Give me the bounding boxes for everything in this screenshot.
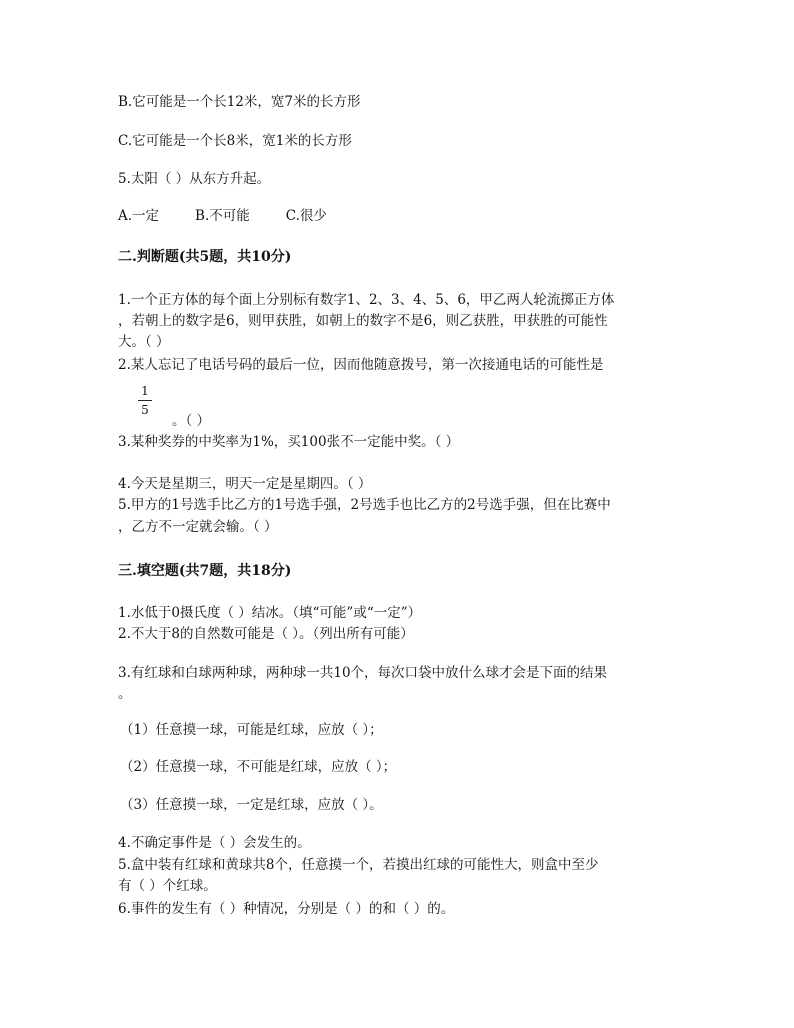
- fraction-numerator: 1: [141, 384, 149, 398]
- fill-q5-line1: 5.盒中装有红球和黄球共8个，任意摸一个，若摸出红球的可能性大，则盒中至少: [118, 857, 599, 873]
- judgment-q2-text: 2.某人忘记了电话号码的最后一位，因而他随意拨号，第一次接通电话的可能性是: [118, 357, 604, 373]
- fill-q5-line2: 有（ ）个红球。: [118, 878, 217, 894]
- judgment-q1-line2: ，若朝上的数字是6，则甲获胜，如朝上的数字不是6，则乙获胜，甲获胜的可能性: [118, 313, 608, 329]
- judgment-q2-tail: 。（ ）: [172, 413, 211, 429]
- fill-q3-item3: （3）任意摸一球，一定是红球，应放（ ）。: [120, 797, 383, 813]
- fraction-bar: [138, 400, 152, 401]
- q5-option-c: C.很少: [285, 208, 327, 224]
- fill-q2: 2.不大于8的自然数可能是（ ）。（列出所有可能）: [118, 626, 414, 642]
- judgment-q1-line1: 1.一个正方体的每个面上分别标有数字1、2、3、4、5、6，甲乙两人轮流掷正方体: [118, 292, 615, 308]
- fraction-denominator: 5: [141, 403, 149, 417]
- fill-q3-line1: 3.有红球和白球两种球，两种球一共10个，每次口袋中放什么球才会是下面的结果: [118, 665, 608, 681]
- fill-q3-item2: （2）任意摸一球，不可能是红球，应放（ ）；: [120, 759, 397, 775]
- section-heading-judgment: 二.判断题(共5题，共10分): [118, 249, 292, 265]
- fraction-one-fifth: [138, 384, 152, 417]
- fill-q6: 6.事件的发生有（ ）种情况，分别是（ ）的和（ ）的。: [118, 901, 455, 917]
- judgment-q5-line1: 5.甲方的1号选手比乙方的1号选手强，2号选手也比乙方的2号选手强，但在比赛中: [118, 497, 611, 513]
- judgment-q3: 3.某种奖券的中奖率为1%，买100张不一定能中奖。（ ）: [118, 434, 460, 450]
- judgment-q4: 4.今天是星期三，明天一定是星期四。（ ）: [118, 476, 372, 492]
- section-heading-fill-in: 三.填空题(共7题，共18分): [118, 563, 292, 579]
- fill-q3-line2: 。: [118, 686, 132, 702]
- fill-q1: 1.水低于0摄氏度（ ）结冰。（填“可能”或“一定”）: [118, 605, 422, 621]
- fill-q4: 4.不确定事件是（ ）会发生的。: [118, 835, 311, 851]
- fill-q3-item1: （1）任意摸一球，可能是红球，应放（ ）；: [120, 722, 383, 738]
- judgment-q1-line3: 大。（ ）: [118, 334, 170, 350]
- q5-question: 5.太阳（ ）从东方升起。: [118, 171, 271, 187]
- q4-option-b: B.它可能是一个长12米，宽7米的长方形: [118, 94, 361, 110]
- q4-option-c: C.它可能是一个长8米，宽1米的长方形: [118, 133, 352, 149]
- q5-option-b: B.不可能: [195, 208, 250, 224]
- q5-options: [118, 206, 363, 226]
- judgment-q5-line2: ，乙方不一定就会输。（ ）: [118, 519, 278, 535]
- q5-option-a: A.一定: [118, 208, 160, 224]
